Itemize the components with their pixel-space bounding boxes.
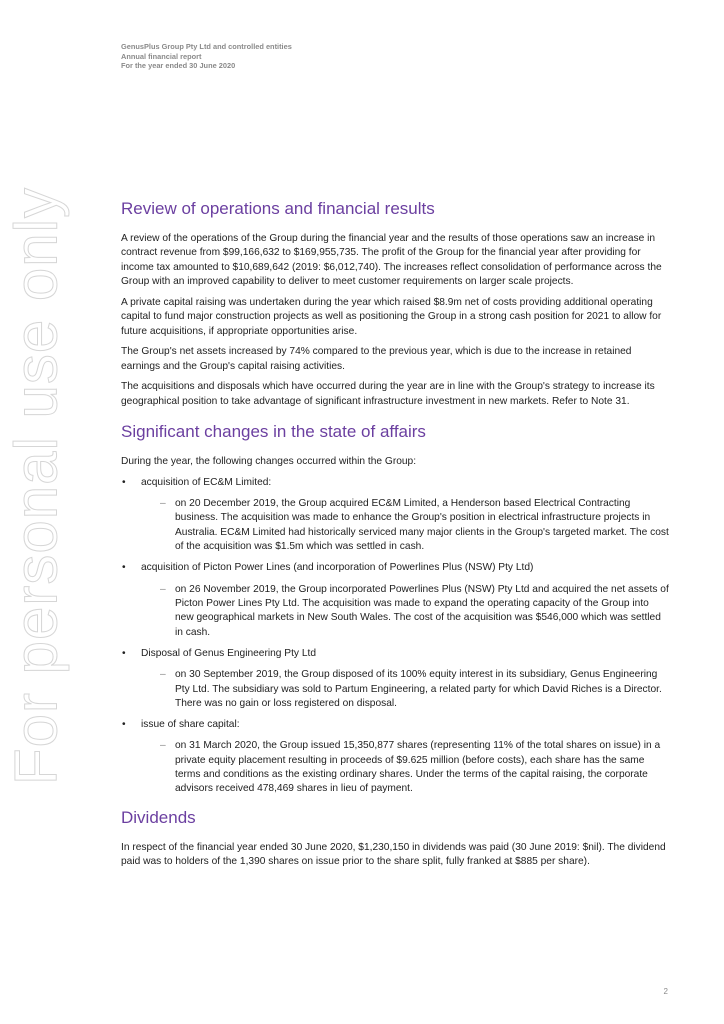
review-paragraph: The Group's net assets increased by 74% compared to the previous year, which is due to the increase in retained earnings and the Group's capital raising activities. [121, 346, 632, 372]
list-item-detail [141, 739, 669, 797]
dividends-section [121, 807, 669, 870]
document-header [121, 42, 292, 71]
header-period: For the year ended 30 June 2020 [121, 61, 236, 71]
list-item-label: acquisition of EC&M Limited: [141, 476, 272, 488]
list-item-label: issue of share capital: [141, 718, 240, 730]
list-item-label: Disposal of Genus Engineering Pty Ltd [141, 647, 316, 659]
list-item [121, 476, 669, 555]
detail-text: on 30 September 2019, the Group disposed of its 100% equity interest in its subsidiary, Genus Engineering Pty Ltd. The subsidiary was sold to Partum Engineering, a related party for which David Riches is a Director. There was no gain or loss registered on disposal. [175, 669, 662, 709]
list-item [121, 718, 669, 797]
list-item-label: acquisition of Picton Power Lines (and incorporation of Powerlines Plus (NSW) Pty Ltd) [141, 562, 534, 574]
dividends-text: In respect of the financial year ended 30 June 2020, $1,230,150 in dividends was paid (30 June 2019: $nil). The dividend paid was to holders of the 1,390 shares on issue prior to the share split, fully franked at $885 per share). [121, 841, 666, 868]
review-paragraph: A private capital raising was undertaken during the year which raised $8.9m net of costs providing additional operating capital to fund major construction projects as well as positioning the Group in a strong cash position for 2021 to allow for future acquisitions, if appropriate opportunities arise. [121, 296, 662, 337]
list-item-detail [141, 583, 669, 641]
dividends-heading: Dividends [121, 807, 196, 827]
list-item [121, 647, 669, 712]
header-company: GenusPlus Group Pty Ltd and controlled entities [121, 42, 292, 51]
bullet-icon: • [122, 718, 126, 730]
review-section [121, 198, 669, 409]
bullet-icon: • [122, 476, 126, 488]
watermark: For personal use only [2, 187, 70, 785]
changes-heading: Significant changes in the state of affairs [121, 422, 426, 442]
dash-icon: – [160, 740, 166, 752]
changes-intro: During the year, the following changes occurred within the Group: [121, 456, 417, 468]
page-number: 2 [663, 987, 668, 996]
changes-section [121, 421, 669, 797]
review-paragraph: A review of the operations of the Group during the financial year and the results of those operations saw an increase in contract revenue from $99,166,632 to $169,955,735. The profit of the Group for the financial year after providing for income tax amounted to $10,689,642 (2019: $6,012,740). The increases reflect consolidation of performance across the Group with an improved capability to deliver to meet customer requirements on larger scale projects. [121, 233, 662, 288]
dash-icon: – [160, 498, 166, 510]
list-item-detail [141, 668, 669, 711]
dash-icon: – [160, 583, 166, 595]
review-heading: Review of operations and financial results [121, 199, 435, 218]
main-content [121, 198, 669, 880]
detail-text: on 20 December 2019, the Group acquired EC&M Limited, a Henderson based Electrical Contracting business. The acquisition was made to enhance the Group's position in electrical infrastructure projects in Australia. EC&M Limited had historically serviced many major clients in the Group's targeted market. The cost of the acquisition was $1.5m which was settled in cash. [175, 498, 669, 553]
dash-icon: – [160, 669, 166, 681]
bullet-icon: • [122, 562, 126, 574]
list-item-detail [141, 497, 669, 555]
list-item [121, 561, 669, 640]
review-paragraph: The acquisitions and disposals which have occurred during the year are in line with the Group's strategy to increase its geographical position to take advantage of significant infrastructure investment in new markets. Refer to Note 31. [121, 381, 655, 407]
header-report-type: Annual financial report [121, 51, 202, 61]
detail-text: on 26 November 2019, the Group incorporated Powerlines Plus (NSW) Pty Ltd and acquired the net assets of Picton Power Lines Pty Ltd. The acquisition was made to expand the operating capacity of the Group into new geographical markets in New South Wales. The cost of the acquisition was $546,000 which was settled in cash. [175, 583, 669, 638]
detail-text: on 31 March 2020, the Group issued 15,350,877 shares (representing 11% of the total shares on issue) in a private equity placement resulting in proceeds of $9.625 million (before costs), each share has the same terms and conditions as the existing ordinary shares. Under the terms of the capital raising, the corporate advisors received 478,469 shares in lieu of payment. [175, 740, 661, 795]
changes-list [121, 476, 669, 797]
bullet-icon: • [122, 647, 126, 659]
